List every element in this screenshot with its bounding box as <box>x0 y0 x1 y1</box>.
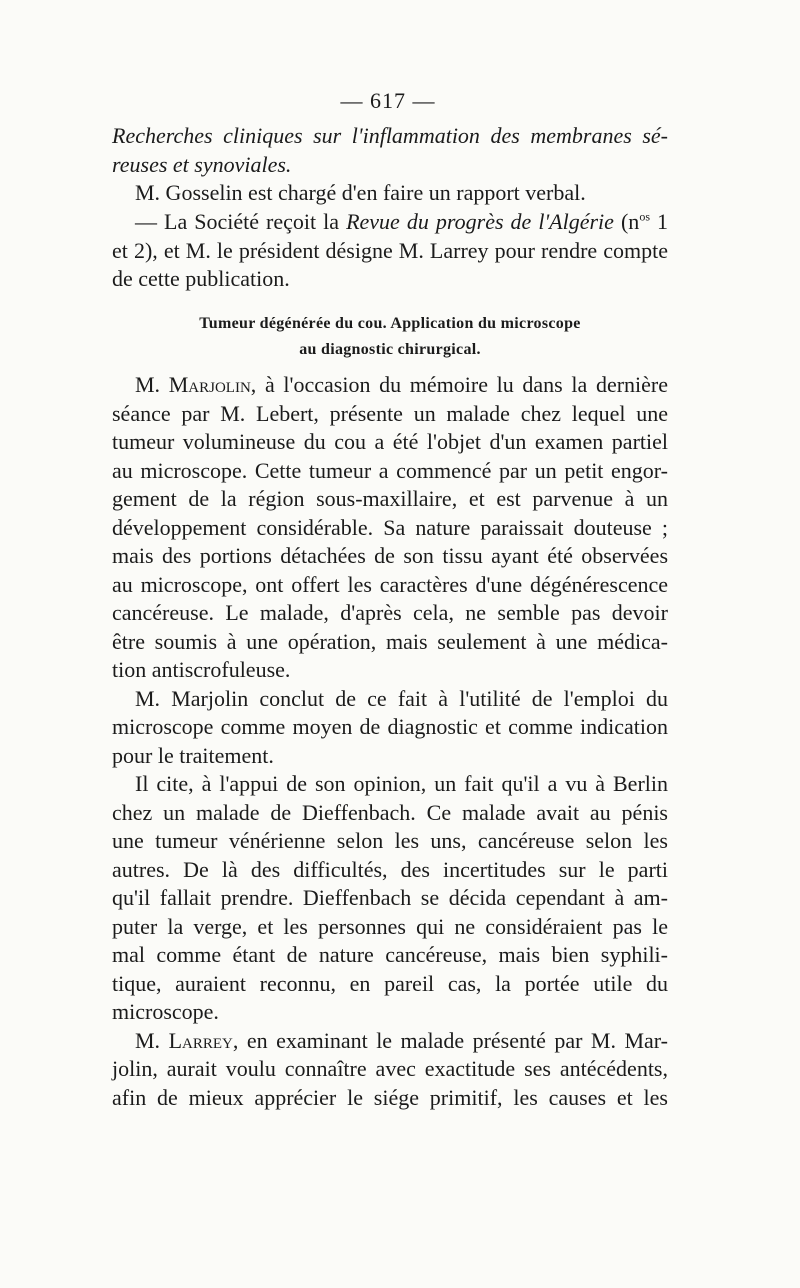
section-heading-line-1: Tumeur dégénérée du cou. Application du microscope <box>199 315 581 332</box>
para2-line: pour le traitement. <box>112 743 274 768</box>
page-number: — 617 — <box>340 88 436 113</box>
para1-line: être soumis à une opération, mais seulement à une médica- <box>112 629 668 654</box>
para4-first-rest: , en examinant le malade présenté par M. Mar- <box>232 1028 669 1053</box>
para1-line: mais des portions détachées de son tissu ayant été observées <box>112 543 668 568</box>
para1-first-rest: , à l'occasion du mémoire lu dans la dernière <box>250 372 669 397</box>
revue-line-2: et 2), et M. le président désigne M. Larrey pour rendre compte <box>112 238 668 263</box>
para4-prefix: M. <box>135 1028 169 1053</box>
revue-sup: os <box>639 209 650 224</box>
speaker-marjolin: Marjolin <box>168 372 251 397</box>
para1-prefix: M. <box>135 372 169 397</box>
para4-line: afin de mieux apprécier le siége primitif, les causes et les <box>112 1085 668 1110</box>
gosselin-line: M. Gosselin est chargé d'en faire un rapport verbal. <box>135 180 586 205</box>
para3-line: mal comme étant de nature cancéreuse, mais bien syphili- <box>112 942 668 967</box>
para1-line: gement de la région sous-maxillaire, et est parvenue à un <box>112 486 668 511</box>
para1-line: tumeur volumineuse du cou a été l'objet d'un examen partiel <box>112 429 668 454</box>
revue-title: Revue du progrès de l'Algérie <box>346 209 614 234</box>
revue-post-b: 1 <box>649 209 669 234</box>
para3-line: tique, auraient reconnu, en pareil cas, la portée utile du <box>112 971 668 996</box>
title-line-2: reuses et synoviales. <box>112 152 292 177</box>
para4-line: jolin, aurait voulu connaître avec exactitude ses antécédents, <box>112 1056 668 1081</box>
para1-line: cancéreuse. Le malade, d'après cela, ne semble pas devoir <box>112 600 668 625</box>
title-line-1: Recherches cliniques sur l'inflammation des membranes sé- <box>112 123 668 148</box>
para1-line: développement considérable. Sa nature paraissait douteuse ; <box>112 515 668 540</box>
para1-line: tion antiscrofuleuse. <box>112 657 291 682</box>
para2-line: M. Marjolin conclut de ce fait à l'utilité de l'emploi du <box>135 686 668 711</box>
revue-post-a: (n <box>613 209 640 234</box>
para3-line: qu'il fallait prendre. Dieffenbach se décida cependant à am- <box>112 885 668 910</box>
section-heading-line-2: au diagnostic chirurgical. <box>299 341 481 358</box>
revue-pre: — La Société reçoit la <box>135 209 347 234</box>
para3-line: microscope. <box>112 999 219 1024</box>
para1-line: séance par M. Lebert, présente un malade chez lequel une <box>112 401 668 426</box>
para2-line: microscope comme moyen de diagnostic et comme indication <box>112 714 668 739</box>
para3-line: Il cite, à l'appui de son opinion, un fait qu'il a vu à Berlin <box>135 771 668 796</box>
para3-line: autres. De là des difficultés, des incertitudes sur le parti <box>112 857 668 882</box>
para4-first-line <box>135 1026 668 1055</box>
para3-line: puter la verge, et les personnes qui ne considéraient pas le <box>112 914 668 939</box>
para1-first-line <box>135 370 668 399</box>
para3-line: chez un malade de Dieffenbach. Ce malade avait au pénis <box>112 800 668 825</box>
revue-line-1 <box>135 207 668 236</box>
speaker-larrey: Larrey <box>168 1028 233 1053</box>
para1-line: au microscope, ont offert les caractères d'une dégénérescence <box>112 572 668 597</box>
para3-line: une tumeur vénérienne selon les uns, cancéreuse selon les <box>112 828 668 853</box>
revue-line-3: de cette publication. <box>112 266 290 291</box>
para1-line: au microscope. Cette tumeur a commencé par un petit engor- <box>112 458 668 483</box>
